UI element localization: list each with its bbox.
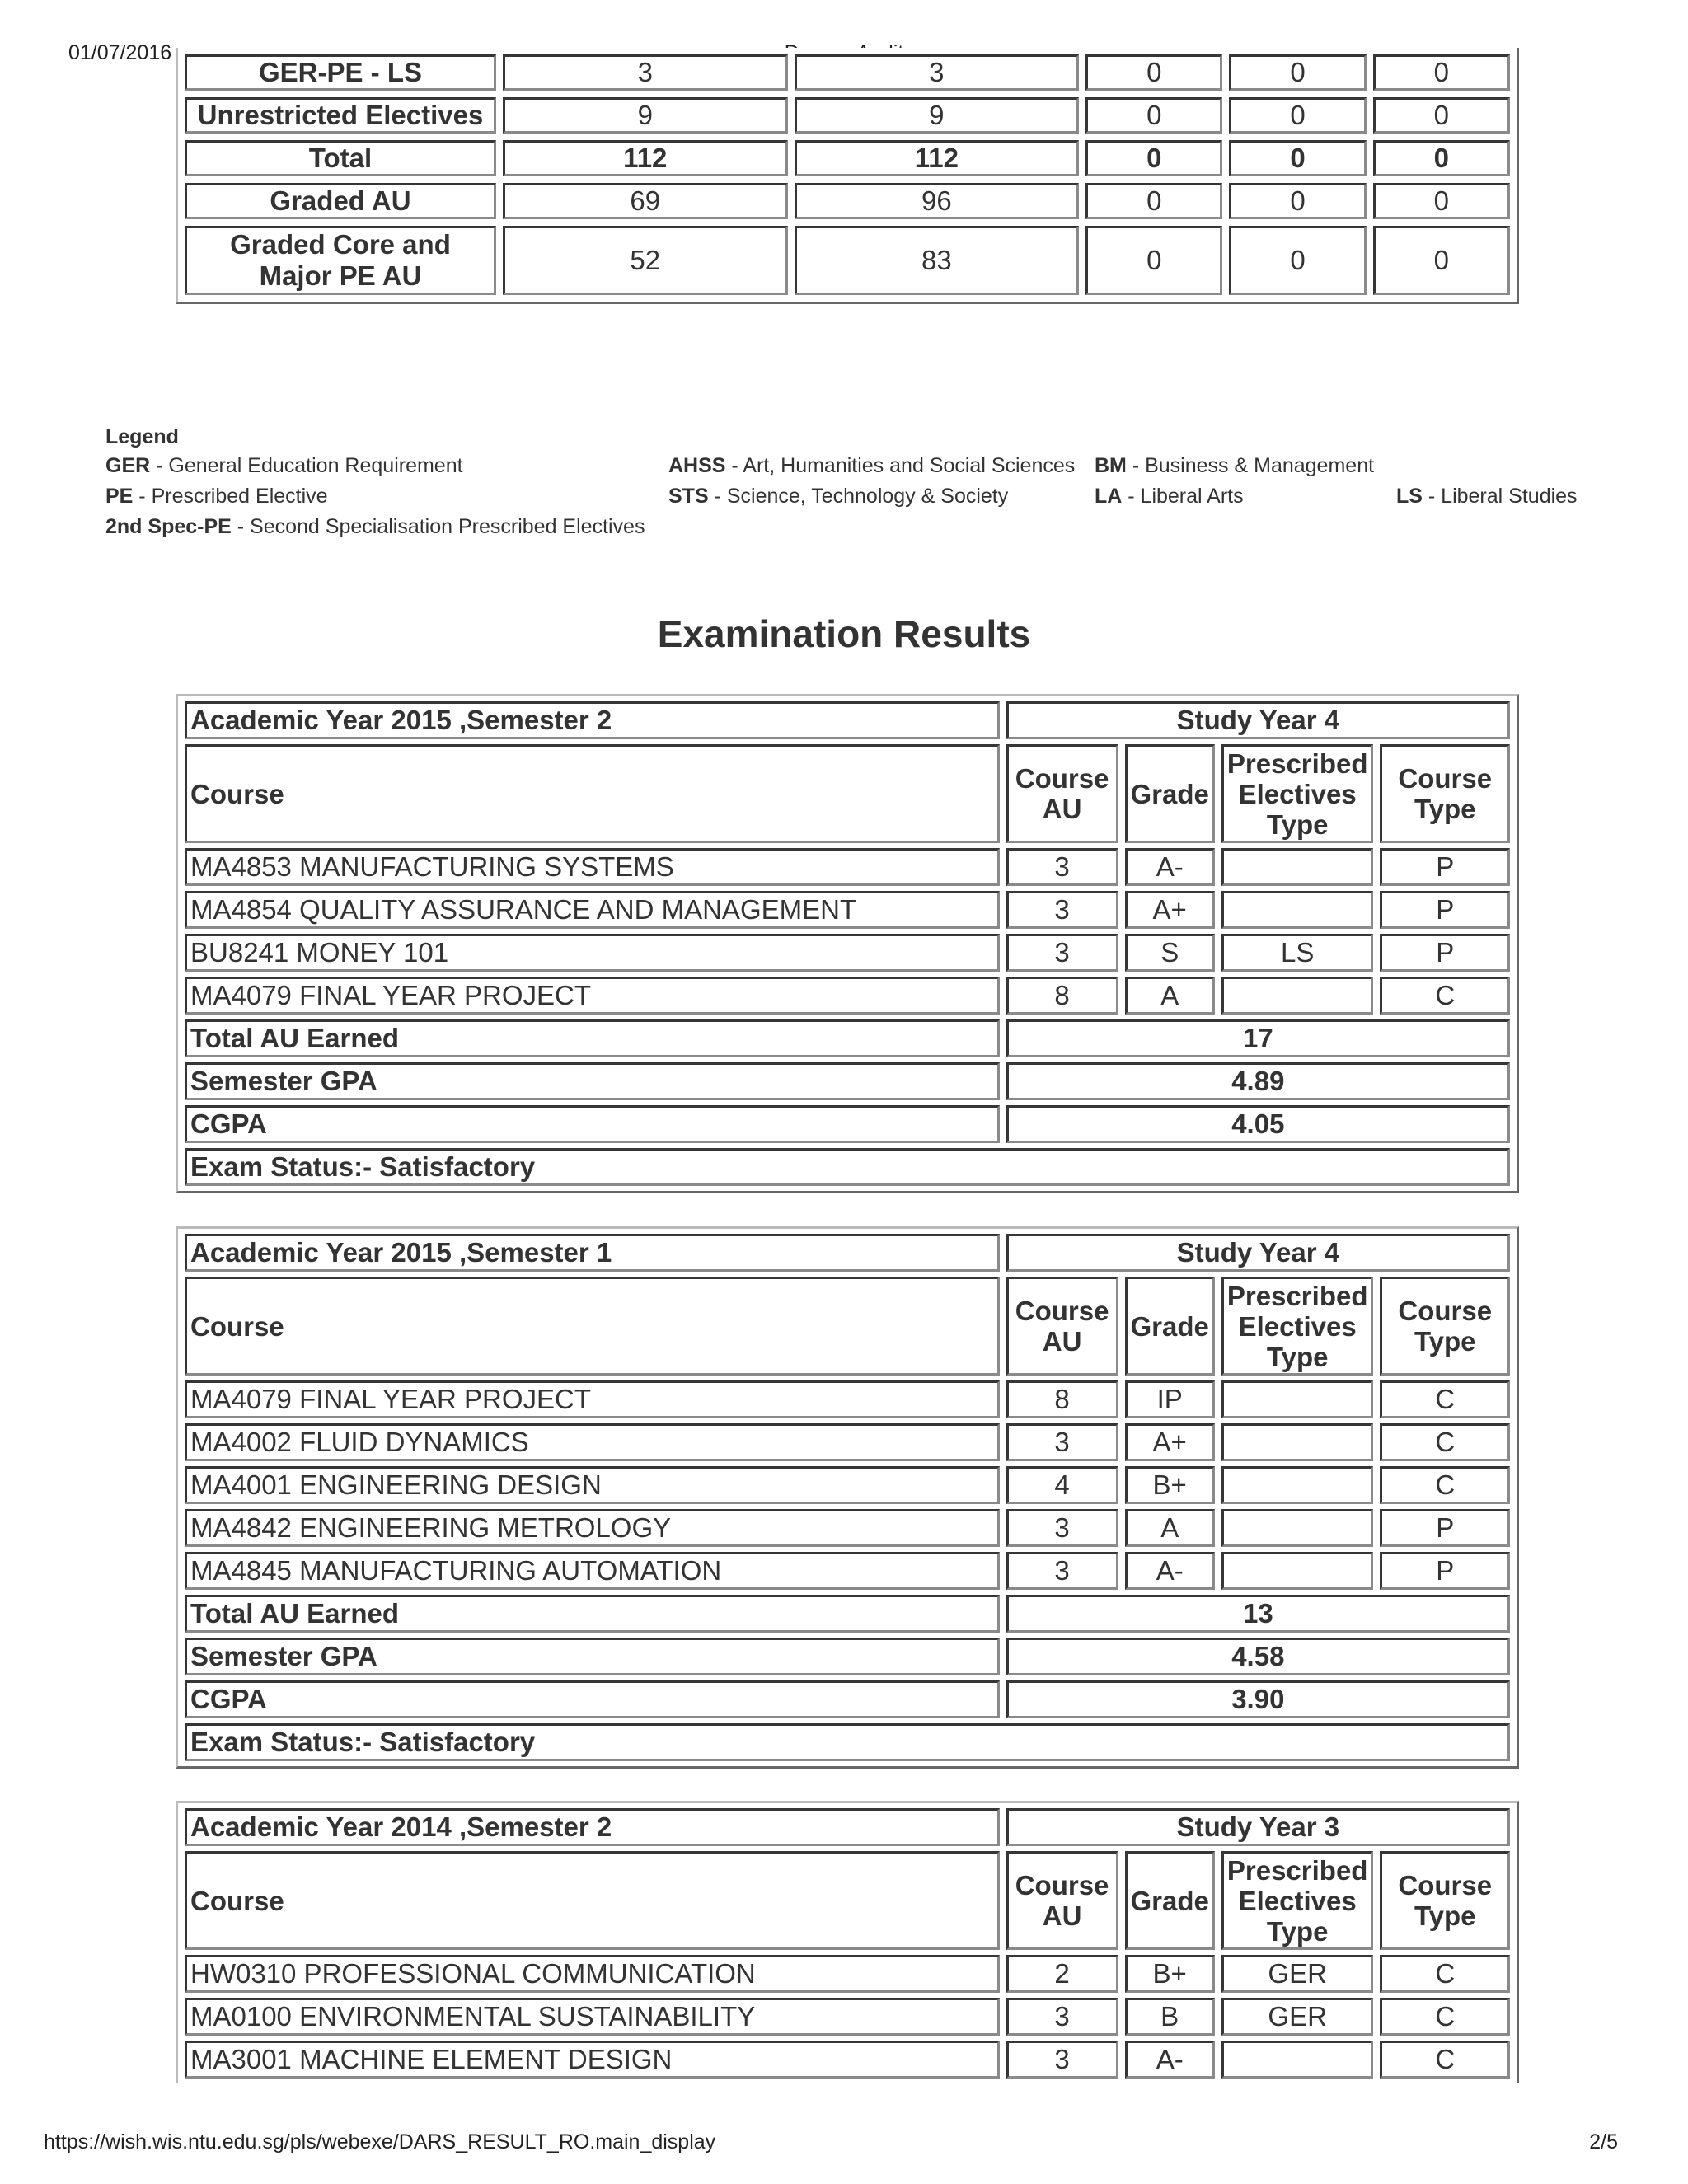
summary-cell: 0	[1085, 54, 1222, 91]
summary-cell: 0	[1085, 97, 1222, 134]
cgpa-label: CGPA	[185, 1105, 1000, 1143]
au-summary-table	[176, 48, 1519, 304]
course-name: MA4842 ENGINEERING METROLOGY	[185, 1509, 1000, 1547]
cgpa-value: 3.90	[1006, 1680, 1510, 1718]
col-course-au: Course AU	[1006, 1277, 1118, 1376]
course-name: MA4854 QUALITY ASSURANCE AND MANAGEMENT	[185, 891, 1000, 929]
course-au: 8	[1006, 977, 1118, 1015]
summary-cell: 0	[1229, 140, 1366, 176]
summary-cell: 0	[1229, 183, 1366, 219]
col-pe-type: Prescribed Electives Type	[1221, 1851, 1374, 1950]
summary-label: Graded Core and Major PE AU	[185, 226, 496, 295]
course-pe-type	[1221, 1380, 1374, 1418]
course-au: 3	[1006, 934, 1118, 972]
semester-header	[185, 1808, 1510, 1846]
course-row	[185, 848, 1510, 886]
study-year: Study Year 4	[1006, 701, 1510, 739]
section-title: Examination Results	[657, 612, 1031, 655]
summary-cell: 0	[1229, 54, 1366, 91]
course-pe-type	[1221, 848, 1374, 886]
course-grade: A	[1125, 977, 1215, 1015]
course-au: 3	[1006, 1509, 1118, 1547]
course-type: P	[1380, 891, 1510, 929]
course-au: 3	[1006, 848, 1118, 886]
col-grade: Grade	[1125, 1851, 1215, 1950]
summary-cell: 83	[795, 226, 1080, 295]
course-name: MA4845 MANUFACTURING AUTOMATION	[185, 1552, 1000, 1590]
col-grade: Grade	[1125, 1277, 1215, 1376]
total-au-label: Total AU Earned	[185, 1019, 1000, 1057]
exam-status: Exam Status:- Satisfactory	[185, 1723, 1510, 1761]
summary-cell: 96	[795, 183, 1080, 219]
course-pe-type	[1221, 1466, 1374, 1504]
course-pe-type	[1221, 891, 1374, 929]
total-au-label: Total AU Earned	[185, 1595, 1000, 1633]
summary-row	[185, 97, 1510, 134]
col-course-au: Course AU	[1006, 1851, 1118, 1950]
semester-title: Academic Year 2014 ,Semester 2	[185, 1808, 1000, 1846]
legend-item: 2nd Spec-PE - Second Specialisation Prescribed Electives	[106, 515, 645, 538]
course-row	[185, 1466, 1510, 1504]
page-url: https://wish.wis.ntu.edu.sg/pls/webexe/DARS_RESULT_RO.main_display	[44, 2130, 716, 2154]
course-grade: A+	[1125, 1423, 1215, 1461]
summary-cell: 52	[503, 226, 788, 295]
summary-cell: 3	[795, 54, 1080, 91]
semester-header	[185, 1234, 1510, 1272]
semester-table	[176, 1801, 1519, 2083]
exam-status: Exam Status:- Satisfactory	[185, 1148, 1510, 1186]
course-pe-type	[1221, 977, 1374, 1015]
course-type: C	[1380, 1998, 1510, 2036]
summary-label: Unrestricted Electives	[185, 97, 496, 134]
course-au: 2	[1006, 1955, 1118, 1993]
course-name: HW0310 PROFESSIONAL COMMUNICATION	[185, 1955, 1000, 1993]
course-au: 3	[1006, 891, 1118, 929]
semester-table	[176, 694, 1519, 1193]
legend-item: LS - Liberal Studies	[1396, 485, 1578, 508]
col-course-type: Course Type	[1380, 1277, 1510, 1376]
course-grade: IP	[1125, 1380, 1215, 1418]
course-name: MA0100 ENVIRONMENTAL SUSTAINABILITY	[185, 1998, 1000, 2036]
legend-item: GER - General Education Requirement	[106, 454, 463, 477]
cgpa-row	[185, 1680, 1510, 1718]
course-au: 3	[1006, 1998, 1118, 2036]
course-au: 3	[1006, 1552, 1118, 1590]
course-au: 3	[1006, 1423, 1118, 1461]
course-pe-type: GER	[1221, 1955, 1374, 1993]
total-au-value: 13	[1006, 1595, 1510, 1633]
study-year: Study Year 3	[1006, 1808, 1510, 1846]
col-course: Course	[185, 1851, 1000, 1950]
course-name: MA4001 ENGINEERING DESIGN	[185, 1466, 1000, 1504]
legend-item: AHSS - Art, Humanities and Social Sciences	[668, 454, 1076, 477]
course-type: C	[1380, 1423, 1510, 1461]
summary-cell: 0	[1373, 54, 1510, 91]
course-au: 3	[1006, 2041, 1118, 2079]
course-type: C	[1380, 1955, 1510, 1993]
legend-title: Legend	[106, 425, 179, 448]
course-pe-type: GER	[1221, 1998, 1374, 2036]
course-grade: S	[1125, 934, 1215, 972]
course-name: MA4853 MANUFACTURING SYSTEMS	[185, 848, 1000, 886]
course-pe-type: LS	[1221, 934, 1374, 972]
semester-title: Academic Year 2015 ,Semester 1	[185, 1234, 1000, 1272]
legend-item: PE - Prescribed Elective	[106, 485, 328, 508]
course-type: C	[1380, 1380, 1510, 1418]
course-grade: A-	[1125, 1552, 1215, 1590]
summary-cell: 0	[1085, 226, 1222, 295]
total-au-value: 17	[1006, 1019, 1510, 1057]
course-grade: B+	[1125, 1466, 1215, 1504]
exam-status-row	[185, 1723, 1510, 1761]
col-course-au: Course AU	[1006, 744, 1118, 843]
semester-gpa-row	[185, 1638, 1510, 1675]
course-row	[185, 1955, 1510, 1993]
course-type: P	[1380, 934, 1510, 972]
summary-cell: 3	[503, 54, 788, 91]
legend	[106, 425, 1578, 546]
summary-cell: 0	[1373, 97, 1510, 134]
cgpa-row	[185, 1105, 1510, 1143]
course-name: MA3001 MACHINE ELEMENT DESIGN	[185, 2041, 1000, 2079]
course-au: 8	[1006, 1380, 1118, 1418]
study-year: Study Year 4	[1006, 1234, 1510, 1272]
cgpa-label: CGPA	[185, 1680, 1000, 1718]
course-row	[185, 934, 1510, 972]
col-course-type: Course Type	[1380, 1851, 1510, 1950]
summary-cell: 9	[503, 97, 788, 134]
col-grade: Grade	[1125, 744, 1215, 843]
summary-cell: 0	[1085, 140, 1222, 176]
course-type: C	[1380, 1466, 1510, 1504]
course-row	[185, 1552, 1510, 1590]
course-row	[185, 1509, 1510, 1547]
summary-cell: 0	[1373, 226, 1510, 295]
summary-cell: 0	[1373, 183, 1510, 219]
summary-cell: 69	[503, 183, 788, 219]
semester-header	[185, 701, 1510, 739]
course-pe-type	[1221, 1509, 1374, 1547]
summary-row-total	[185, 140, 1510, 176]
summary-cell: 0	[1229, 97, 1366, 134]
course-row	[185, 977, 1510, 1015]
col-course-type: Course Type	[1380, 744, 1510, 843]
col-course: Course	[185, 744, 1000, 843]
course-type: P	[1380, 848, 1510, 886]
col-pe-type: Prescribed Electives Type	[1221, 744, 1374, 843]
col-pe-type: Prescribed Electives Type	[1221, 1277, 1374, 1376]
course-grade: A-	[1125, 2041, 1215, 2079]
course-type: P	[1380, 1509, 1510, 1547]
exam-status-row	[185, 1148, 1510, 1186]
summary-row	[185, 183, 1510, 219]
semester-title: Academic Year 2015 ,Semester 2	[185, 701, 1000, 739]
semester-gpa-label: Semester GPA	[185, 1062, 1000, 1100]
course-type: P	[1380, 1552, 1510, 1590]
legend-item: LA - Liberal Arts	[1095, 485, 1244, 508]
course-row	[185, 1423, 1510, 1461]
course-row	[185, 2041, 1510, 2079]
course-pe-type	[1221, 1552, 1374, 1590]
course-grade: A	[1125, 1509, 1215, 1547]
summary-label: Graded AU	[185, 183, 496, 219]
semester-gpa-label: Semester GPA	[185, 1638, 1000, 1675]
course-type: C	[1380, 2041, 1510, 2079]
col-course: Course	[185, 1277, 1000, 1376]
summary-cell: 0	[1229, 226, 1366, 295]
semester-table	[176, 1226, 1519, 1769]
course-grade: B+	[1125, 1955, 1215, 1993]
course-au: 4	[1006, 1466, 1118, 1504]
course-grade: B	[1125, 1998, 1215, 2036]
column-header-row	[185, 1277, 1510, 1376]
course-name: MA4079 FINAL YEAR PROJECT	[185, 977, 1000, 1015]
summary-label: GER-PE - LS	[185, 54, 496, 91]
course-name: MA4002 FLUID DYNAMICS	[185, 1423, 1000, 1461]
course-name: MA4079 FINAL YEAR PROJECT	[185, 1380, 1000, 1418]
total-au-row	[185, 1019, 1510, 1057]
course-row	[185, 1380, 1510, 1418]
column-header-row	[185, 1851, 1510, 1950]
semester-gpa-value: 4.58	[1006, 1638, 1510, 1675]
summary-label: Total	[185, 140, 496, 176]
print-date: 01/07/2016	[68, 41, 172, 64]
column-header-row	[185, 744, 1510, 843]
course-row	[185, 1998, 1510, 2036]
course-grade: A+	[1125, 891, 1215, 929]
summary-cell: 112	[795, 140, 1080, 176]
summary-row	[185, 226, 1510, 295]
summary-row	[185, 54, 1510, 91]
summary-cell: 0	[1373, 140, 1510, 176]
summary-cell: 112	[503, 140, 788, 176]
course-pe-type	[1221, 1423, 1374, 1461]
course-row	[185, 891, 1510, 929]
course-grade: A-	[1125, 848, 1215, 886]
legend-item: BM - Business & Management	[1095, 454, 1375, 477]
summary-cell: 9	[795, 97, 1080, 134]
cgpa-value: 4.05	[1006, 1105, 1510, 1143]
course-pe-type	[1221, 2041, 1374, 2079]
course-type: C	[1380, 977, 1510, 1015]
legend-item: STS - Science, Technology & Society	[668, 485, 1009, 508]
page-number: 2/5	[1589, 2130, 1618, 2154]
summary-cell: 0	[1085, 183, 1222, 219]
semester-gpa-row	[185, 1062, 1510, 1100]
semester-gpa-value: 4.89	[1006, 1062, 1510, 1100]
total-au-row	[185, 1595, 1510, 1633]
course-name: BU8241 MONEY 101	[185, 934, 1000, 972]
